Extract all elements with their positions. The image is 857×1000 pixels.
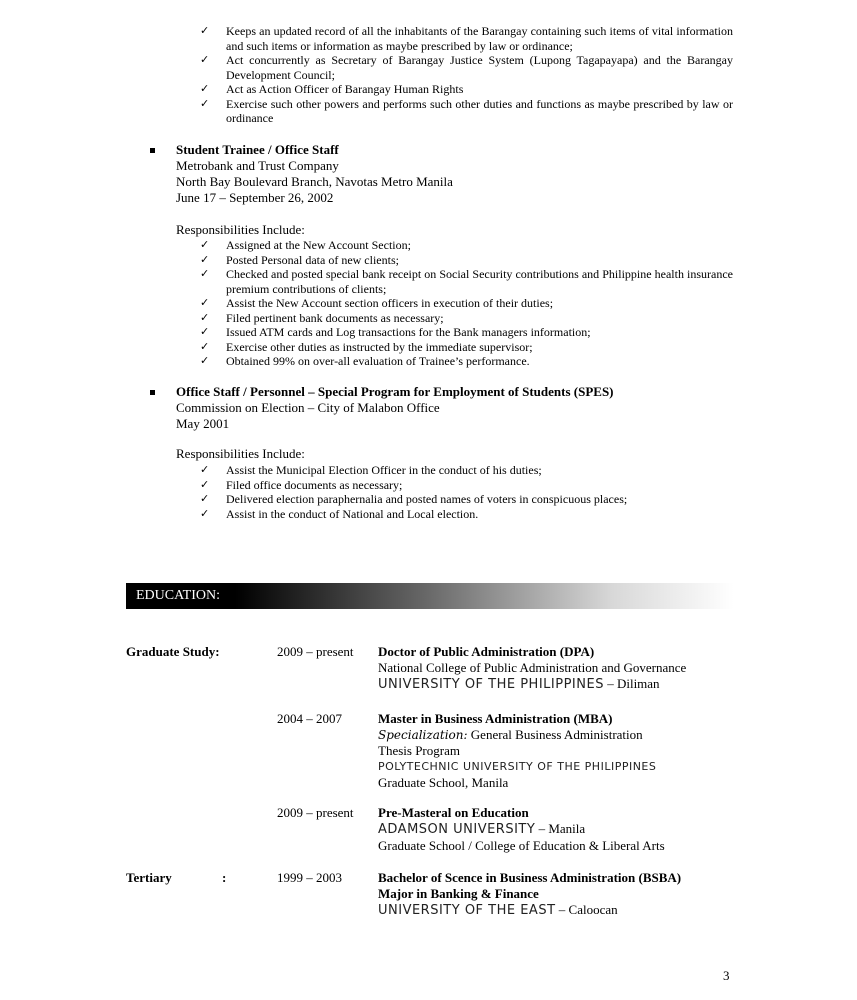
- list-item: ✓ Delivered election paraphernalia and posted names of voters in conspicuous places;: [200, 492, 628, 506]
- pre-masteral-entry: [378, 805, 665, 854]
- responsibilities-label: Responsibilities Include:: [176, 222, 305, 237]
- college-name: National College of Public Administration and Governance: [378, 660, 687, 675]
- job-title: Student Trainee / Office Staff: [176, 142, 339, 157]
- dpa-entry: [378, 644, 686, 693]
- checkmark-icon: ✓: [200, 506, 210, 520]
- checkmark-icon: ✓: [200, 354, 210, 367]
- list-item: ✓ Act concurrently as Secretary of Barangay Justice System (Lupong Tagapayapa) and the Barangay Development Council;: [200, 53, 733, 82]
- list-item: ✓ Obtained 99% on over-all evaluation of Trainee’s performance.: [200, 354, 530, 368]
- section-title: EDUCATION:: [136, 588, 220, 603]
- responsibilities-label: Responsibilities Include:: [176, 446, 305, 461]
- bsba-years: 1999 – 2003: [277, 870, 342, 885]
- responsibilities-list: [200, 463, 733, 521]
- job-dates: May 2001: [176, 416, 230, 431]
- specialization-line: [378, 727, 656, 743]
- job-comelec: [150, 384, 750, 432]
- graduate-study-label: Graduate Study:: [126, 644, 220, 659]
- tertiary-colon: :: [222, 870, 227, 885]
- list-item: ✓ Filed office documents as necessary;: [200, 477, 403, 492]
- list-item: ✓ Assist the Municipal Election Officer in the conduct of his duties;: [200, 463, 542, 477]
- education-section-header: [126, 583, 734, 609]
- degree-title: Bachelor of Scence in Business Administration (BSBA): [378, 870, 682, 885]
- list-item: ✓ Assist in the conduct of National and Local election.: [200, 506, 479, 521]
- degree-title: Master in Business Administration (MBA): [378, 711, 613, 726]
- school-name: Graduate School, Manila: [378, 775, 509, 790]
- square-bullet-icon: [150, 148, 155, 153]
- specialization-label: Specialization:: [378, 728, 468, 742]
- university-line: [378, 676, 686, 693]
- checkmark-icon: ✓: [200, 463, 210, 476]
- checkmark-icon: ✓: [200, 267, 210, 280]
- specialization-value: General Business Administration: [467, 727, 643, 742]
- job-metrobank: [150, 142, 750, 206]
- list-item: ✓ Filed pertinent bank documents as necessary;: [200, 310, 444, 325]
- page-number: 3: [723, 968, 730, 983]
- list-item: ✓ Act as Action Officer of Barangay Human Rights: [200, 82, 464, 96]
- pre-masteral-years: 2009 – present: [277, 805, 354, 820]
- square-bullet-icon: [150, 390, 155, 395]
- university-name: UNIVERSITY OF THE EAST: [378, 903, 556, 918]
- major-title: Major in Banking & Finance: [378, 886, 539, 901]
- checkmark-icon: ✓: [200, 82, 210, 95]
- checkmark-icon: ✓: [200, 310, 210, 324]
- university-location: – Manila: [535, 821, 586, 836]
- university-name: POLYTECHNIC UNIVERSITY OF THE PHILIPPINES: [378, 760, 657, 773]
- checkmark-icon: ✓: [200, 296, 210, 309]
- checkmark-icon: ✓: [200, 325, 210, 338]
- checkmark-icon: ✓: [200, 24, 210, 37]
- university-location: – Caloocan: [555, 902, 618, 917]
- school-name: Graduate School / College of Education & Liberal Arts: [378, 838, 665, 853]
- checkmark-icon: ✓: [200, 96, 210, 110]
- list-item: ✓ Checked and posted special bank receipt on Social Security contributions and Philippine health insurance premium contributions of clients;: [200, 267, 733, 296]
- checkmark-icon: ✓: [200, 492, 210, 505]
- job-title: Office Staff / Personnel – Special Program for Employment of Students (SPES): [176, 384, 614, 399]
- tertiary-label: Tertiary: [126, 870, 172, 885]
- list-item: ✓ Posted Personal data of new clients;: [200, 252, 399, 267]
- list-item: ✓ Exercise such other powers and performs such other duties and functions as maybe prescribed by law or ordinance: [200, 96, 733, 125]
- list-item: ✓ Keeps an updated record of all the inhabitants of the Barangay containing such items of vital information and such items or information as maybe prescribed by law or ordinance;: [200, 24, 733, 53]
- university-line: [378, 902, 681, 919]
- list-item: ✓ Issued ATM cards and Log transactions for the Bank managers information;: [200, 325, 591, 339]
- checkmark-icon: ✓: [200, 477, 210, 491]
- degree-title: Pre-Masteral on Education: [378, 805, 529, 820]
- checkmark-icon: ✓: [200, 53, 210, 66]
- university-name: ADAMSON UNIVERSITY: [378, 822, 536, 837]
- job-company: Metrobank and Trust Company: [176, 158, 339, 173]
- job-company: Commission on Election – City of Malabon Office: [176, 400, 440, 415]
- mba-entry: [378, 711, 656, 791]
- degree-title: Doctor of Public Administration (DPA): [378, 644, 595, 659]
- university-location: – Diliman: [603, 676, 660, 691]
- checkmark-icon: ✓: [200, 252, 210, 266]
- list-item: ✓ Assigned at the New Account Section;: [200, 238, 411, 252]
- duties-list-barangay: [200, 24, 733, 126]
- job-dates: June 17 – September 26, 2002: [176, 190, 334, 205]
- university-name: UNIVERSITY OF THE PHILIPPINES: [378, 677, 604, 692]
- dpa-years: 2009 – present: [277, 644, 354, 659]
- university-line: [378, 821, 665, 838]
- list-item: ✓ Assist the New Account section officers in execution of their duties;: [200, 296, 554, 310]
- checkmark-icon: ✓: [200, 238, 210, 251]
- mba-years: 2004 – 2007: [277, 711, 342, 726]
- bsba-entry: [378, 870, 681, 919]
- program-name: Thesis Program: [378, 743, 460, 758]
- job-branch: North Bay Boulevard Branch, Navotas Metro Manila: [176, 174, 453, 189]
- checkmark-icon: ✓: [200, 339, 210, 353]
- responsibilities-list: [200, 238, 733, 369]
- list-item: ✓ Exercise other duties as instructed by the immediate supervisor;: [200, 339, 533, 354]
